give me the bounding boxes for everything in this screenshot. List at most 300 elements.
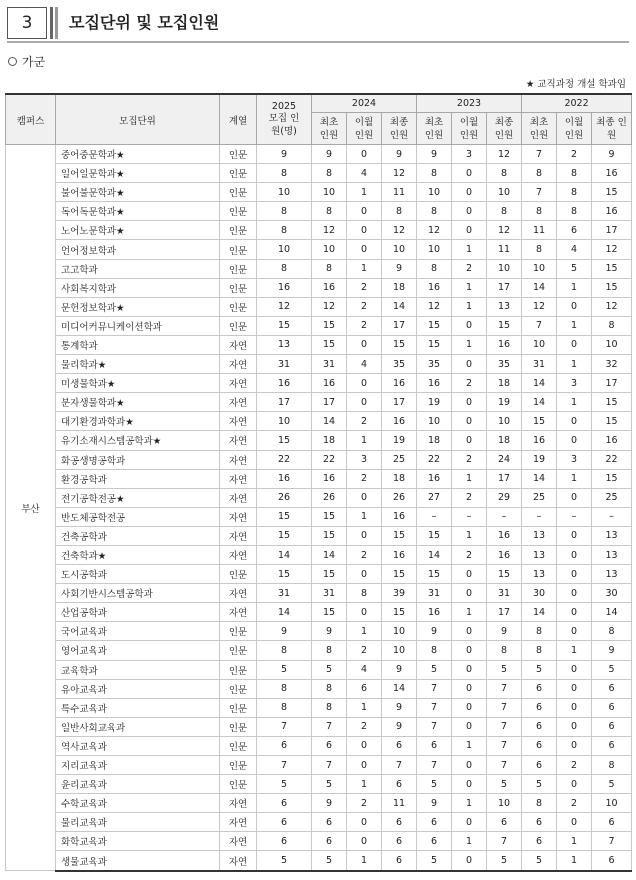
field-cell: 자연 [220,450,257,469]
field-cell: 자연 [220,813,257,832]
value-cell: 8 [257,202,312,221]
field-cell: 인문 [220,736,257,755]
value-cell: 7 [487,756,522,775]
value-cell: 7 [257,756,312,775]
value-cell: 17 [487,278,522,297]
value-cell: 2 [347,297,382,316]
value-cell: 8 [257,221,312,240]
table-row [6,507,632,526]
value-cell: 8 [557,183,592,202]
value-cell: 5 [417,775,452,794]
header-carry: 이월 인원 [347,113,382,145]
table-row [6,756,632,775]
field-cell: 인문 [220,297,257,316]
value-cell: 7 [487,698,522,717]
value-cell: 0 [557,679,592,698]
value-cell: 15 [417,335,452,354]
value-cell: 27 [417,488,452,507]
value-cell: 5 [417,660,452,679]
value-cell: 8 [382,202,417,221]
value-cell: 6 [487,813,522,832]
value-cell: 4 [347,660,382,679]
table-row [6,794,632,813]
value-cell: 1 [452,794,487,813]
table-row [6,603,632,622]
header-2025-year: 2025 [271,101,297,112]
value-cell: 9 [382,660,417,679]
value-cell: 10 [382,641,417,660]
field-cell: 자연 [220,355,257,374]
unit-name: 노어노문학과★ [56,221,220,240]
value-cell: 0 [452,584,487,603]
unit-name: 유기소재시스템공학과★ [56,431,220,450]
unit-name: 미디어커뮤니케이션학과 [56,316,220,335]
value-cell: 10 [382,622,417,641]
value-cell: 35 [382,355,417,374]
field-cell: 자연 [220,832,257,851]
value-cell: 6 [417,832,452,851]
value-cell: 19 [382,431,417,450]
value-cell: 6 [522,736,557,755]
value-cell: 31 [257,584,312,603]
value-cell: 18 [382,278,417,297]
value-cell: 16 [487,526,522,545]
value-cell: 7 [487,717,522,736]
value-cell: 15 [382,603,417,622]
value-cell: 0 [452,355,487,374]
value-cell: 16 [382,374,417,393]
value-cell: 10 [487,412,522,431]
value-cell: 19 [522,450,557,469]
value-cell: 6 [312,813,347,832]
value-cell: 4 [347,164,382,183]
subheading [8,53,45,71]
value-cell: 16 [257,374,312,393]
value-cell: 12 [417,221,452,240]
value-cell: 22 [312,450,347,469]
value-cell: 0 [557,431,592,450]
value-cell: 10 [592,335,632,354]
header-unit: 모집단위 [56,94,220,145]
value-cell: 0 [452,183,487,202]
value-cell: 6 [592,813,632,832]
value-cell: 15 [382,565,417,584]
section-number: 3 [7,7,47,39]
value-cell: 0 [452,221,487,240]
field-cell: 자연 [220,469,257,488]
value-cell: 12 [257,297,312,316]
value-cell: 29 [487,488,522,507]
value-cell: 12 [312,297,347,316]
value-cell: 5 [312,851,347,871]
value-cell: 16 [312,469,347,488]
value-cell: 15 [417,316,452,335]
unit-name: 특수교육과 [56,698,220,717]
value-cell: 0 [347,240,382,259]
value-cell: 0 [452,202,487,221]
value-cell: 30 [522,584,557,603]
value-cell: 15 [592,393,632,412]
field-cell: 인문 [220,622,257,641]
value-cell: 15 [312,526,347,545]
field-cell: 인문 [220,679,257,698]
value-cell: 1 [347,775,382,794]
field-cell: 인문 [220,698,257,717]
unit-name: 생물교육과 [56,851,220,871]
table-row [6,202,632,221]
value-cell: 15 [257,316,312,335]
header-initial: 최초 인원 [312,113,347,145]
value-cell: 0 [557,297,592,316]
value-cell: 16 [312,278,347,297]
value-cell: 8 [557,164,592,183]
value-cell: 8 [257,679,312,698]
unit-name: 물리학과★ [56,355,220,374]
value-cell: 7 [417,698,452,717]
value-cell: 1 [452,240,487,259]
value-cell: 0 [452,412,487,431]
value-cell: 0 [557,813,592,832]
value-cell: 8 [522,202,557,221]
value-cell: 2 [452,488,487,507]
table-body [6,145,632,871]
field-cell: 자연 [220,526,257,545]
header-campus: 캠퍼스 [6,94,56,145]
value-cell: 1 [557,851,592,871]
value-cell: 6 [417,736,452,755]
value-cell: 5 [592,775,632,794]
value-cell: 2 [452,259,487,278]
value-cell: 12 [592,297,632,316]
value-cell: 0 [557,565,592,584]
table-row [6,240,632,259]
value-cell: 17 [592,221,632,240]
value-cell: 31 [257,355,312,374]
value-cell: 25 [592,488,632,507]
value-cell: 7 [522,145,557,164]
value-cell: 1 [557,832,592,851]
value-cell: 1 [452,736,487,755]
value-cell: 8 [592,622,632,641]
divider [7,41,629,43]
value-cell: 12 [592,240,632,259]
field-cell: 인문 [220,183,257,202]
value-cell: 0 [347,565,382,584]
value-cell: 3 [557,450,592,469]
value-cell: 7 [257,717,312,736]
value-cell: 5 [312,775,347,794]
value-cell: 14 [522,603,557,622]
value-cell: 16 [382,545,417,564]
table-row [6,813,632,832]
table-row [6,278,632,297]
value-cell: 0 [347,374,382,393]
value-cell: 6 [312,832,347,851]
unit-name: 사회기반시스템공학과 [56,584,220,603]
unit-name: 중어중문학과★ [56,145,220,164]
value-cell: 15 [312,316,347,335]
value-cell: – [557,507,592,526]
unit-name: 수학교육과 [56,794,220,813]
unit-name: 통계학과 [56,335,220,354]
value-cell: 0 [347,145,382,164]
header-2022: 2022 [522,94,632,113]
unit-name: 언어정보학과 [56,240,220,259]
header-initial: 최초 인원 [417,113,452,145]
value-cell: 13 [522,565,557,584]
value-cell: 6 [522,717,557,736]
value-cell: 5 [417,851,452,871]
value-cell: 10 [487,183,522,202]
value-cell: 9 [592,145,632,164]
value-cell: 15 [592,259,632,278]
value-cell: 0 [557,717,592,736]
value-cell: – [417,507,452,526]
table-row [6,316,632,335]
unit-name: 대기환경과학과★ [56,412,220,431]
value-cell: 14 [257,545,312,564]
value-cell: 0 [452,851,487,871]
value-cell: 15 [382,526,417,545]
value-cell: 1 [557,393,592,412]
value-cell: 8 [417,202,452,221]
value-cell: 0 [557,584,592,603]
table-row [6,374,632,393]
value-cell: 6 [382,813,417,832]
unit-name: 건축공학과 [56,526,220,545]
value-cell: 10 [592,794,632,813]
value-cell: 10 [312,240,347,259]
field-cell: 자연 [220,851,257,871]
value-cell: 0 [452,641,487,660]
value-cell: 22 [592,450,632,469]
value-cell: 13 [522,545,557,564]
value-cell: 9 [257,145,312,164]
value-cell: 0 [452,660,487,679]
value-cell: 1 [347,698,382,717]
header-2025 [257,94,312,145]
table-row [6,622,632,641]
value-cell: 4 [347,355,382,374]
value-cell: 6 [592,698,632,717]
value-cell: 0 [452,316,487,335]
field-cell: 자연 [220,488,257,507]
value-cell: 1 [347,259,382,278]
table-row [6,526,632,545]
unit-name: 일반사회교육과 [56,717,220,736]
table-row [6,393,632,412]
value-cell: 15 [382,335,417,354]
divider [55,7,58,39]
value-cell: 10 [522,335,557,354]
unit-name: 분자생물학과★ [56,393,220,412]
value-cell: 0 [347,393,382,412]
table-row [6,565,632,584]
table-row [6,851,632,871]
value-cell: 9 [417,794,452,813]
field-cell: 인문 [220,775,257,794]
value-cell: 8 [312,641,347,660]
value-cell: 15 [592,278,632,297]
value-cell: 6 [522,813,557,832]
value-cell: 0 [557,736,592,755]
value-cell: 0 [347,488,382,507]
value-cell: 5 [257,660,312,679]
field-cell: 자연 [220,393,257,412]
value-cell: 35 [417,355,452,374]
value-cell: 7 [312,756,347,775]
value-cell: 0 [557,775,592,794]
table-row [6,145,632,164]
value-cell: 2 [557,756,592,775]
value-cell: 15 [522,412,557,431]
value-cell: 16 [487,335,522,354]
value-cell: 17 [487,603,522,622]
value-cell: 14 [522,393,557,412]
value-cell: 6 [312,736,347,755]
value-cell: 6 [257,794,312,813]
value-cell: 0 [347,202,382,221]
value-cell: 6 [257,813,312,832]
value-cell: 14 [312,412,347,431]
value-cell: 8 [557,202,592,221]
section-title: 모집단위 및 모집인원 [69,13,220,32]
header-2024: 2024 [312,94,417,113]
value-cell: 39 [382,584,417,603]
value-cell: 8 [522,794,557,813]
value-cell: 35 [487,355,522,374]
value-cell: 8 [522,641,557,660]
table-row [6,259,632,278]
value-cell: 16 [257,469,312,488]
value-cell: 0 [452,393,487,412]
value-cell: 10 [417,240,452,259]
value-cell: 0 [452,717,487,736]
value-cell: 0 [452,431,487,450]
value-cell: 17 [487,469,522,488]
value-cell: 15 [312,565,347,584]
header-2025-sub: 모집 인원(명) [268,113,300,137]
value-cell: 1 [347,851,382,871]
value-cell: 1 [557,355,592,374]
value-cell: 17 [257,393,312,412]
header-2023: 2023 [417,94,522,113]
value-cell: 1 [452,278,487,297]
value-cell: 10 [417,412,452,431]
field-cell: 인문 [220,565,257,584]
value-cell: 15 [257,431,312,450]
field-cell: 자연 [220,412,257,431]
value-cell: 2 [347,412,382,431]
table-row [6,679,632,698]
value-cell: 8 [312,679,347,698]
value-cell: 15 [312,603,347,622]
value-cell: 8 [592,756,632,775]
unit-name: 문헌정보학과★ [56,297,220,316]
value-cell: 0 [557,412,592,431]
value-cell: 15 [257,507,312,526]
value-cell: 8 [312,259,347,278]
value-cell: 10 [487,259,522,278]
value-cell: 14 [522,469,557,488]
value-cell: 0 [557,603,592,622]
unit-name: 유아교육과 [56,679,220,698]
value-cell: 2 [452,374,487,393]
value-cell: 15 [592,183,632,202]
table-row [6,488,632,507]
field-cell: 자연 [220,603,257,622]
value-cell: 16 [417,374,452,393]
value-cell: 7 [417,756,452,775]
value-cell: 5 [257,851,312,871]
value-cell: 18 [487,431,522,450]
value-cell: 17 [312,393,347,412]
value-cell: 24 [487,450,522,469]
value-cell: 1 [557,641,592,660]
value-cell: 19 [417,393,452,412]
field-cell: 자연 [220,545,257,564]
value-cell: 15 [257,565,312,584]
value-cell: 7 [417,717,452,736]
field-cell: 인문 [220,164,257,183]
value-cell: 18 [487,374,522,393]
value-cell: 13 [522,526,557,545]
unit-name: 화학교육과 [56,832,220,851]
header-final: 최종 인원 [382,113,417,145]
table-row [6,355,632,374]
field-cell: 인문 [220,756,257,775]
value-cell: – [522,507,557,526]
header-carry: 이월 인원 [452,113,487,145]
value-cell: 10 [257,240,312,259]
value-cell: 6 [382,775,417,794]
field-cell: 자연 [220,507,257,526]
field-cell: 자연 [220,794,257,813]
value-cell: 15 [592,412,632,431]
value-cell: 6 [592,717,632,736]
value-cell: 18 [382,469,417,488]
value-cell: 0 [452,622,487,641]
value-cell: 6 [382,736,417,755]
value-cell: 9 [417,622,452,641]
value-cell: 5 [487,775,522,794]
unit-name: 고고학과 [56,259,220,278]
table-row [6,698,632,717]
value-cell: 6 [382,851,417,871]
value-cell: 9 [257,622,312,641]
value-cell: 13 [592,565,632,584]
value-cell: 15 [592,469,632,488]
value-cell: 1 [452,297,487,316]
legend-note: ★ 교직과정 개설 학과임 [525,79,626,90]
table-row [6,297,632,316]
field-cell: 인문 [220,278,257,297]
value-cell: 14 [417,545,452,564]
value-cell: 8 [417,641,452,660]
field-cell: 인문 [220,202,257,221]
unit-name: 반도체공학전공 [56,507,220,526]
value-cell: 7 [522,316,557,335]
value-cell: 0 [347,221,382,240]
table-row [6,660,632,679]
value-cell: 9 [312,794,347,813]
value-cell: 0 [452,698,487,717]
header-carry: 이월 인원 [557,113,592,145]
value-cell: 5 [522,851,557,871]
value-cell: 12 [487,221,522,240]
value-cell: 5 [312,660,347,679]
value-cell: 9 [382,698,417,717]
